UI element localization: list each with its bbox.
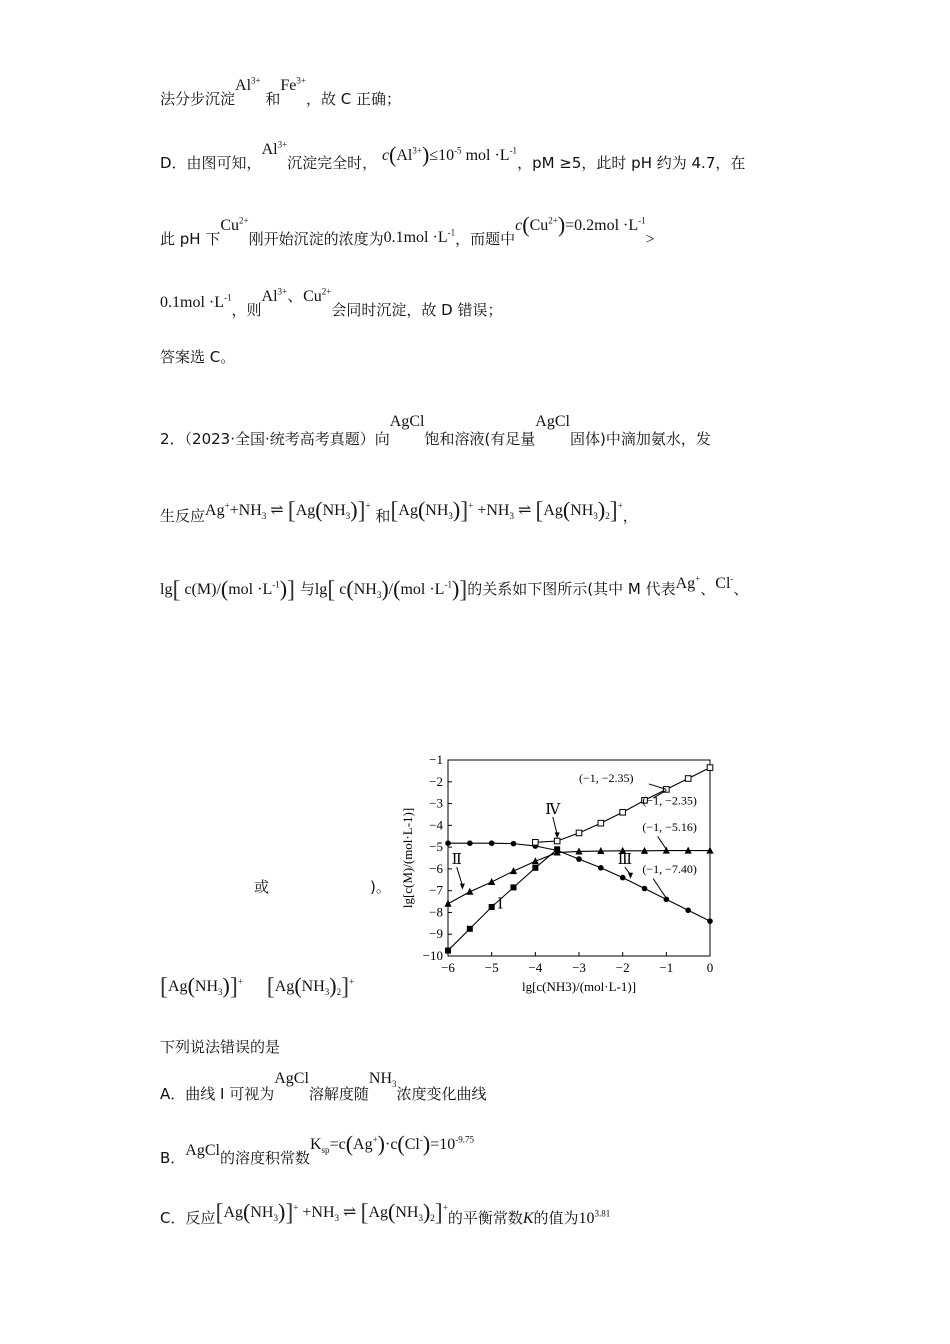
- point-III: [707, 918, 713, 924]
- x-tick-label: −2: [615, 960, 630, 975]
- point-IV: [576, 830, 582, 836]
- solubility-chart: [398, 745, 728, 1005]
- question-2-line-1: [160, 413, 711, 448]
- annotation-arrow: [653, 879, 666, 899]
- text: D．由图可知，: [160, 154, 262, 172]
- curve-label: Ⅲ: [617, 852, 633, 869]
- agcl-formula: AgCl: [535, 413, 570, 430]
- point-IV: [533, 840, 539, 846]
- x-tick-label: −4: [528, 960, 543, 975]
- x-tick-label: −3: [572, 960, 586, 975]
- y-tick-label: −1: [429, 752, 443, 767]
- point-III: [598, 865, 604, 871]
- y-axis-label: lg[c(M)/(mol·L-1)]: [400, 807, 415, 909]
- text: 生反应: [160, 507, 206, 525]
- text: 沉淀完全时，: [287, 154, 378, 172]
- ag-ion: Ag+: [675, 573, 701, 592]
- greater-than: >: [645, 231, 655, 248]
- point-I: [445, 948, 451, 954]
- option-c: C．反应$[Ag(NH_3)]^+ +NH_3$ ⇌ $[Ag(NH_3)_2]^+$的平衡常数K的值为$10^{3.81}$: [160, 1199, 611, 1227]
- x-tick-label: −1: [659, 960, 674, 975]
- text: 此 pH 下: [160, 230, 221, 248]
- y-tick-label: −4: [429, 817, 443, 833]
- label-arrowhead: [460, 884, 465, 890]
- agcl-formula: AgCl: [389, 413, 425, 430]
- label-arrow: [457, 867, 463, 885]
- curve-label: Ⅳ: [545, 802, 561, 818]
- text: 和: [265, 90, 281, 108]
- answer-line-2: [160, 139, 746, 174]
- question-prompt: 下列说法错误的是: [160, 1038, 281, 1056]
- ions: $Al^{3+}$、$Cu^{2+}$: [261, 286, 332, 305]
- text: 会同时沉淀，故 D 错误；: [331, 301, 503, 319]
- text: 饱和溶液(有足量: [424, 430, 536, 448]
- point-IV: [620, 809, 626, 815]
- text: 、: [700, 580, 716, 598]
- point-IV: [554, 838, 560, 844]
- x-tick-label: −6: [441, 960, 455, 975]
- y-tick-label: −10: [422, 948, 443, 963]
- text: 固体)中滴加氨水，发: [569, 430, 711, 448]
- y-tick-label: −2: [429, 773, 443, 789]
- annotation-label: (−1, −5.16): [642, 819, 697, 834]
- reaction-1: $Ag^++NH_3$ ⇌ $[Ag(NH_3)]^+$: [205, 497, 371, 524]
- annotation-arrow: [658, 836, 667, 849]
- text: ，而题中: [455, 230, 516, 248]
- text: 法分步沉淀: [160, 90, 236, 108]
- lg-cm-expression: lg[ $c(M)/(mol \cdot L^{-1})$]: [160, 576, 296, 603]
- point-II: [444, 900, 451, 907]
- x-tick-label: 0: [706, 960, 714, 975]
- option-a: A．曲线 I 可视为AgCl溶解度随$NH_3$浓度变化曲线: [160, 1070, 487, 1103]
- point-II: [510, 867, 517, 874]
- point-III: [489, 840, 495, 846]
- point-III: [554, 848, 560, 854]
- curve-label: Ⅰ: [497, 896, 504, 913]
- concentration: $0.1mol \cdot L^{-1}$: [160, 292, 232, 311]
- point-III: [576, 856, 582, 862]
- y-tick-label: −3: [429, 795, 443, 811]
- point-IV: [707, 765, 713, 771]
- text: 和: [375, 507, 391, 525]
- al-ion: $Al^{3+}$: [235, 75, 261, 94]
- answer-line-4: [160, 286, 503, 319]
- point-III: [445, 840, 451, 846]
- point-IV: [685, 776, 691, 782]
- text: ，: [622, 507, 638, 525]
- option-b: B．AgCl的溶度积常数$K_{sp}=c(Ag^+)\cdot c(Cl^-)=10^{-9.75}$: [160, 1131, 474, 1167]
- point-IV: [598, 820, 604, 826]
- series-line-III: [448, 843, 710, 921]
- ag-nh3-complex: $[Ag(NH_3)]^+$: [160, 973, 243, 1000]
- y-tick-label: −6: [429, 860, 443, 876]
- complex-ions: [160, 975, 354, 999]
- label-arrow: [553, 817, 557, 834]
- point-II: [466, 888, 473, 895]
- reaction-2: $[Ag(NH_3)]^+ +NH_3$ ⇌ $[Ag(NH_3)_2]^+$: [390, 497, 623, 524]
- point-III: [620, 875, 626, 881]
- fe-ion: $Fe^{3+}$: [280, 75, 306, 94]
- text: 的关系如下图所示(其中 M 代表: [467, 580, 676, 598]
- point-I: [532, 865, 538, 871]
- label-arrowhead: [555, 832, 560, 838]
- sentence-end: )。: [370, 878, 391, 896]
- point-III: [685, 907, 691, 913]
- annotation-label: (−1, −2.35): [579, 770, 634, 785]
- y-tick-label: −8: [429, 904, 443, 920]
- or-text: 或: [254, 878, 270, 896]
- annotation-label: (−1, −2.35): [642, 793, 697, 808]
- point-II: [488, 878, 495, 885]
- text: 刚开始沉淀的浓度为: [248, 230, 384, 248]
- cl-ion: Cl-: [715, 573, 734, 592]
- lg-cnh3-expression: lg[ $c(NH_3)/(mol \cdot L^{-1})$]: [314, 576, 468, 603]
- point-I: [467, 926, 473, 932]
- concentration: $0.1mol \cdot L^{-1}$: [383, 227, 456, 246]
- ag-nh3-2-complex: $[Ag(NH_3)_2]^+$: [266, 973, 355, 1000]
- al-ion: $Al^{3+}$: [261, 139, 288, 158]
- text: 与: [299, 580, 315, 598]
- answer-line-3: [160, 212, 655, 250]
- al-concentration-formula: $c(Al^{3+})\le 10^{-5}$ mol $\cdot L^{-1}$: [381, 142, 518, 167]
- y-tick-label: −7: [429, 882, 443, 898]
- point-I: [511, 884, 517, 890]
- text: ，故 C 正确；: [305, 90, 401, 108]
- point-III: [467, 840, 473, 846]
- point-III: [642, 886, 648, 892]
- annotation-label: (−1, −7.40): [642, 862, 697, 877]
- point-III: [511, 841, 517, 847]
- question-stem: 2．（2023·全国·统考高考真题）向: [160, 430, 390, 448]
- label-arrowhead: [628, 873, 633, 879]
- cu-concentration-formula: $c(Cu^{2+})=0.2mol \cdot L^{-1}$: [515, 212, 646, 237]
- question-2-line-2: [160, 497, 638, 529]
- text: ，则: [231, 301, 262, 319]
- cu-ion: $Cu^{2+}$: [220, 215, 249, 234]
- question-2-line-3: [160, 573, 749, 603]
- answer-line-1: [160, 75, 401, 108]
- curve-label: Ⅱ: [451, 852, 462, 869]
- text: ，pM ≥5，此时 pH 约为 4.7，在: [517, 154, 746, 172]
- y-tick-label: −5: [429, 839, 443, 855]
- x-tick-label: −5: [484, 960, 499, 975]
- text: 、: [733, 580, 749, 598]
- x-axis-label: lg[c(NH3)/(mol·L-1)]: [521, 979, 637, 994]
- y-tick-label: −9: [429, 926, 443, 942]
- answer-conclusion: 答案选 C。: [160, 348, 236, 366]
